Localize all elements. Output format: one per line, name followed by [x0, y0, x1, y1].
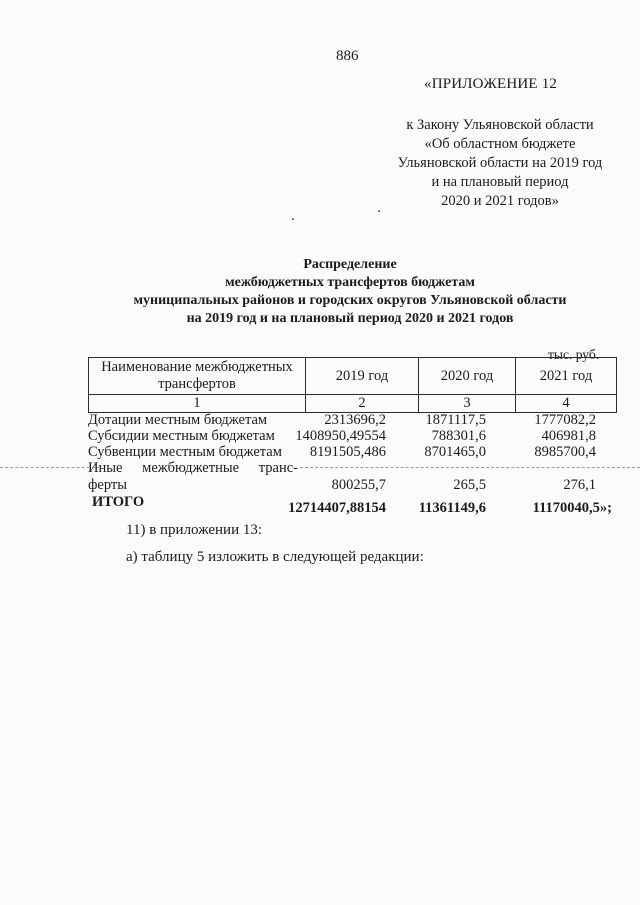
- column-number: 4: [516, 395, 617, 413]
- scan-artifact-line: [300, 467, 640, 469]
- value-2019: 800255,7: [331, 477, 386, 493]
- table-row: [88, 428, 618, 444]
- row-name: Дотации местным бюджетам: [88, 412, 268, 428]
- header-2019: 2019 год: [306, 358, 419, 395]
- total-2019: 12714407,88154: [288, 500, 386, 516]
- column-number: 3: [419, 395, 516, 413]
- scan-speck: [292, 218, 294, 220]
- column-number: 2: [306, 395, 419, 413]
- law-reference-line: 2020 и 2021 годов»: [441, 193, 559, 209]
- value-2019: 8191505,486: [309, 444, 386, 460]
- paragraph-11: 11) в приложении 13:: [126, 522, 263, 538]
- total-label: ИТОГО: [92, 494, 145, 510]
- document-title: [90, 256, 610, 328]
- value-2021: 276,1: [563, 477, 596, 493]
- value-2020: 1871117,5: [425, 412, 486, 428]
- row-name: Субвенции местным бюджетам: [88, 444, 282, 460]
- row-name: Субсидии местным бюджетам: [88, 428, 275, 444]
- scan-speck: [378, 210, 380, 212]
- value-2020: 788301,6: [431, 428, 486, 444]
- scan-artifact-line: [0, 467, 100, 469]
- table-row: [88, 477, 618, 494]
- appendix-title: «ПРИЛОЖЕНИЕ 12: [424, 76, 558, 92]
- transfers-table-header: [88, 357, 617, 413]
- title-line: на 2019 год и на плановый период 2020 и 2021 годов: [186, 311, 514, 326]
- header-name: Наименование межбюджетных трансфертов: [89, 358, 306, 395]
- row-name-line2: ферты: [88, 477, 127, 493]
- law-reference-line: к Закону Ульяновской области: [406, 117, 594, 133]
- value-2019: 2313696,2: [324, 412, 386, 428]
- law-reference-line: и на плановый период: [431, 174, 569, 190]
- paragraph-a: а) таблицу 5 изложить в следующей редакции:: [126, 549, 424, 565]
- value-2019: 1408950,49554: [295, 428, 386, 444]
- law-reference: [380, 116, 620, 211]
- value-2020: 265,5: [453, 477, 486, 493]
- table-row: [88, 444, 618, 460]
- table-row: [88, 412, 618, 428]
- value-2021: 8985700,4: [534, 444, 596, 460]
- total-row: [88, 494, 618, 516]
- column-number: 1: [89, 395, 306, 413]
- total-2020: 11361149,6: [418, 500, 486, 516]
- value-2021: 1777082,2: [534, 412, 596, 428]
- title-line: муниципальных районов и городских округов Ульяновской области: [133, 293, 567, 308]
- law-reference-line: Ульяновской области на 2019 год: [397, 155, 603, 171]
- header-2020: 2020 год: [419, 358, 516, 395]
- page-number: 886: [336, 48, 359, 64]
- header-2021: 2021 год: [516, 358, 617, 395]
- total-2021: 11170040,5»;: [532, 500, 612, 516]
- title-line: Распределение: [303, 257, 397, 272]
- units-label: тыс. руб.: [548, 347, 600, 362]
- value-2020: 8701465,0: [424, 444, 486, 460]
- transfers-table-body: [88, 412, 618, 516]
- law-reference-line: «Об областном бюджете: [424, 136, 576, 152]
- title-line: межбюджетных трансфертов бюджетам: [225, 275, 475, 290]
- value-2021: 406981,8: [541, 428, 596, 444]
- row-name-line1: Иные межбюджетные транс-: [88, 460, 298, 476]
